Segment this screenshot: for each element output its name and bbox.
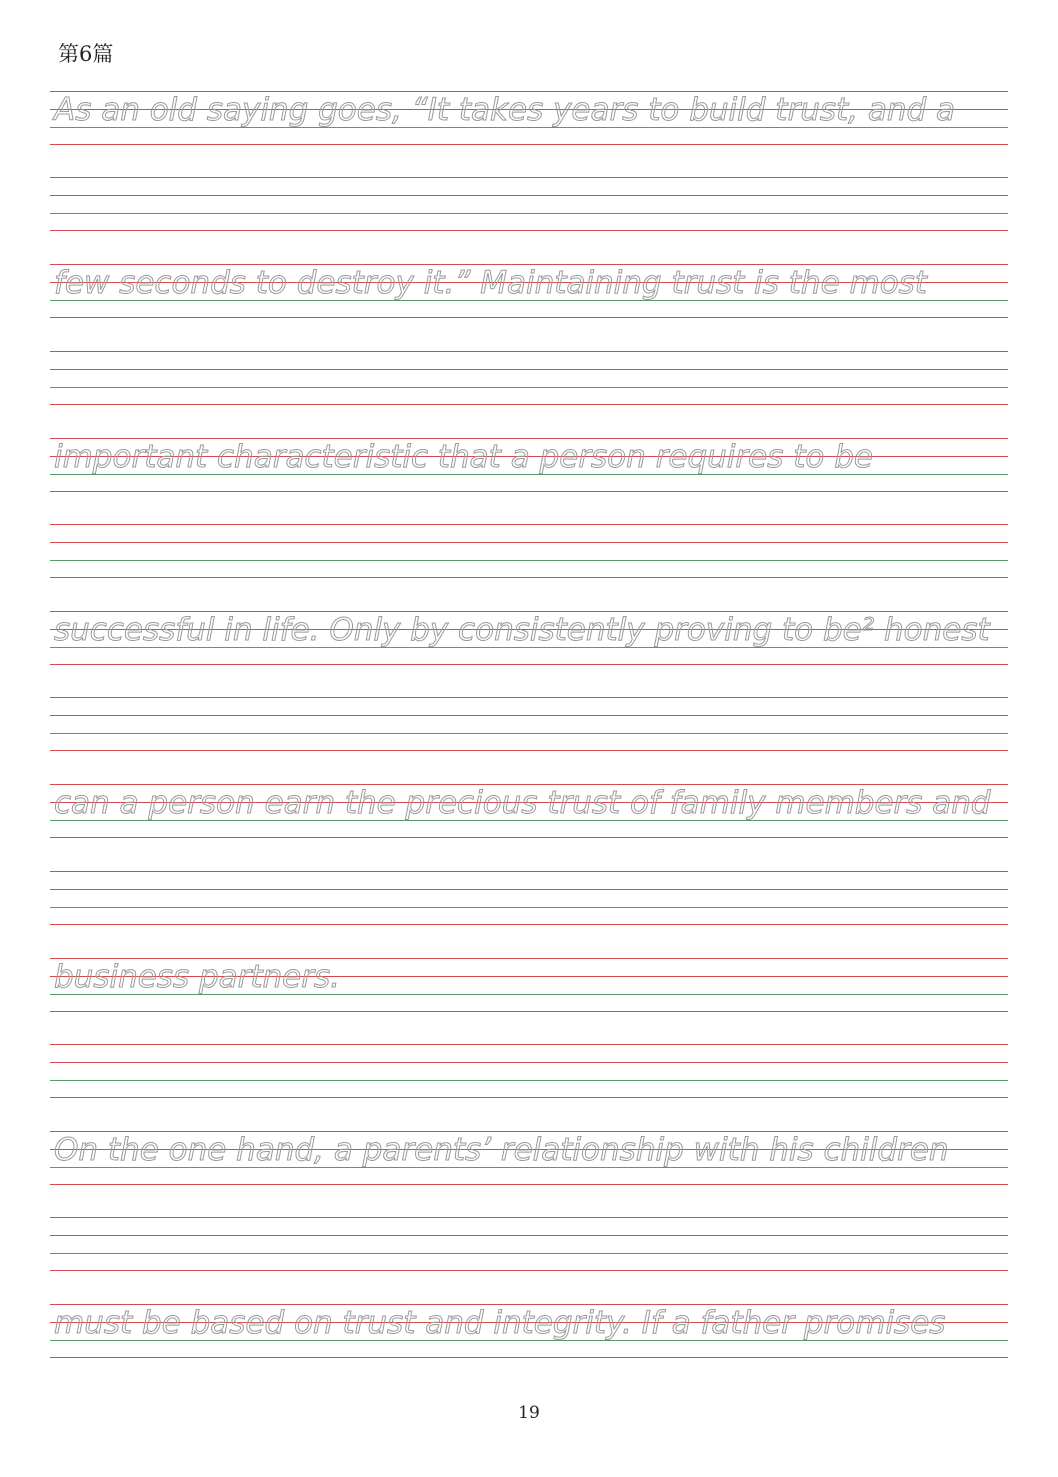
guide-line-top [50, 524, 1008, 525]
trace-line-block [50, 438, 1008, 500]
guide-line-base [50, 733, 1008, 734]
guide-line-base [50, 1080, 1008, 1081]
guide-line-base [50, 213, 1008, 214]
trace-text: successful in life. Only by consistently proving to be² honest [54, 612, 990, 648]
guide-line-base [50, 907, 1008, 908]
page-number: 19 [518, 1403, 540, 1423]
guide-line-bottom [50, 1097, 1008, 1098]
guide-line-middle [50, 1235, 1008, 1236]
guide-line-bottom [50, 1357, 1008, 1358]
practice-line-block[interactable] [50, 177, 1008, 239]
guide-line-bottom [50, 837, 1008, 838]
guide-line-bottom [50, 1184, 1008, 1185]
guide-line-bottom [50, 491, 1008, 492]
guide-line-middle [50, 715, 1008, 716]
guide-line-bottom [50, 317, 1008, 318]
guide-line-middle [50, 1062, 1008, 1063]
guide-line-bottom [50, 230, 1008, 231]
trace-text: On the one hand, a parents’ relationship with his children [54, 1132, 949, 1168]
trace-text: As an old saying goes, “It takes years to build trust, and a [54, 92, 956, 128]
guide-line-bottom [50, 664, 1008, 665]
guide-line-bottom [50, 750, 1008, 751]
guide-line-middle [50, 195, 1008, 196]
trace-line-block [50, 91, 1008, 153]
guide-line-middle [50, 369, 1008, 370]
trace-line-block [50, 264, 1008, 326]
trace-text: can a person earn the precious trust of family members and [54, 785, 991, 821]
practice-line-block[interactable] [50, 1217, 1008, 1279]
guide-line-bottom [50, 577, 1008, 578]
practice-line-block[interactable] [50, 871, 1008, 933]
guide-line-bottom [50, 404, 1008, 405]
practice-line-block[interactable] [50, 351, 1008, 413]
practice-line-block[interactable] [50, 697, 1008, 759]
guide-line-top [50, 1044, 1008, 1045]
page-heading: 第6篇 [58, 42, 114, 66]
trace-text: must be based on trust and integrity. If a father promises [54, 1305, 946, 1341]
guide-line-top [50, 697, 1008, 698]
trace-line-block [50, 1131, 1008, 1193]
guide-line-middle [50, 542, 1008, 543]
guide-line-top [50, 1217, 1008, 1218]
guide-line-bottom [50, 1270, 1008, 1271]
trace-line-block [50, 958, 1008, 1020]
practice-line-block[interactable] [50, 524, 1008, 586]
guide-line-bottom [50, 1011, 1008, 1012]
guide-line-base [50, 387, 1008, 388]
guide-line-middle [50, 889, 1008, 890]
guide-line-top [50, 871, 1008, 872]
guide-line-bottom [50, 924, 1008, 925]
guide-line-top [50, 351, 1008, 352]
guide-line-bottom [50, 144, 1008, 145]
trace-text: few seconds to destroy it.” Maintaining trust is the most [54, 265, 927, 301]
trace-line-block [50, 784, 1008, 846]
practice-line-block[interactable] [50, 1044, 1008, 1106]
trace-text: important characteristic that a person requires to be [54, 439, 873, 475]
guide-line-top [50, 177, 1008, 178]
trace-line-block [50, 1304, 1008, 1366]
guide-line-base [50, 1253, 1008, 1254]
guide-line-base [50, 560, 1008, 561]
trace-line-block [50, 611, 1008, 673]
trace-text: business partners. [54, 959, 341, 995]
